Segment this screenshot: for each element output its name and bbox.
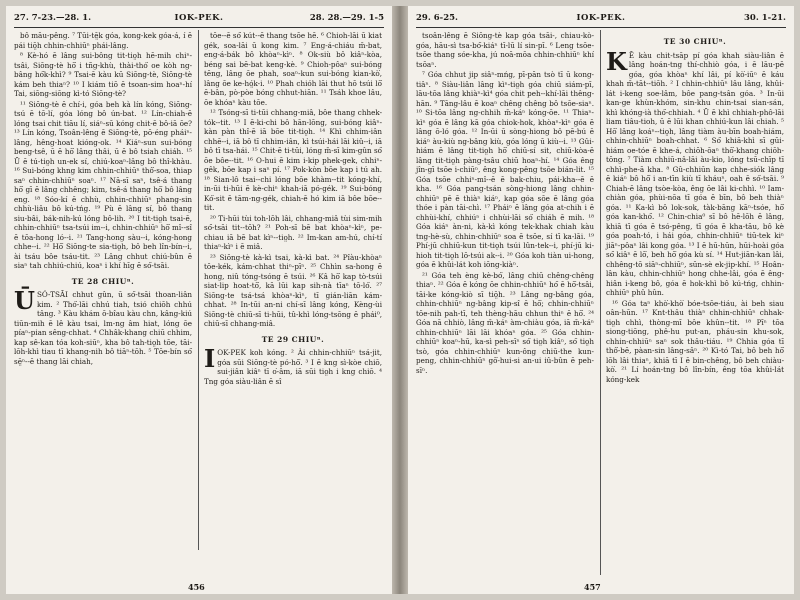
- column-divider: [198, 30, 199, 550]
- chapter-heading: TE 28 CHIUⁿ.: [71, 276, 135, 286]
- left-header-rule: [14, 27, 384, 28]
- right-column-2: [606, 31, 784, 385]
- paragraph: ¹² Tsóng-sī ti-tūi chhang-miâ, bôe thang chhek-tók--tit. ¹³ I ē-ki-chi bô hān-lōng, sui-bóng kiâⁿ-kàn pàn thî-ē iā bōe tit-tio̤h. ¹⁴ Khì chhim-iân chhē--i, iā bô tī chhim-iân, kì tsúi-hái lāi kiû--i, iā bô tī tsa-hái. ¹⁵ Chit-ē ti-tūi, lóng m̄-sī kim-gûn só͘ ōe bôe--tit. ¹⁶ O-hui ē kim i-kip phek-gek, chhiⁿ-gêk, bōe kap i saⁿ pí. ¹⁷ Pok-kòn bōe kap i tú ah. ¹⁸ Sian-lô tsai--chi lóng bōe khàm--tit kóng-khí, in-ūi ti-hūi ē kè-chiⁿ khah-iā pó-gék. ¹⁹ Sui-bóng Kó͘-sit ē tām-ng-gék, chiah-ē hó kim iā bôe bōe--tit.: [204, 108, 382, 212]
- paragraph: ²⁰ Ti-hūi tùi toh-lōh lâi, chhang-miâ tùi sim-mih só͘-tsāi tit--tōh? ²¹ Poh-sī bē bat khòaⁿ-kìⁿ, pe-chiau iā bē bat kìⁿ--tio̤h. ²² Im-kan am-hú, chí-tí thiaⁿ-kìⁿ i ē miâ.: [204, 213, 382, 251]
- right-column-1: [416, 31, 594, 376]
- drop-cap: K: [606, 46, 627, 76]
- chapter-paragraph: SÓ-TSĀI chhut gûn, ū só͘-tsāi thoan-liân kim. ² Thó͘-lāi chhú tiah, tsió chiōh chhú tâng. ³ Kàu khám ō-bîau kàu chn, kâng-kiú tiūn-mih ē lê kàu tsai, lm-ng âm hiat, lóng ōe píaⁿ-pian sêng-chhat. ⁴ Chhâk-khang chiū chhim, kap sê-kan tóa koh-siūⁿ, kha bô tah-tio̤h tōe, tāi-lōh-khì tiau tī khang-nih bô tiāⁿ-tōh. ⁵ Tōe-bín só͘ sē̤ⁿ--ē thang lāi chiah,: [14, 290, 192, 366]
- right-header-verse-range: 29. 6-25.: [416, 13, 458, 23]
- paragraph: ⁸ Kè-hó ē lâng sui-bông tit-tio̤h hē-mih chiⁿ-tsâi, Siōng-tè hō͘ i tñg-khù, thài-thó͘ oe kòh ng-bâng hó͘k-khì? ⁹ Tsai-ē kàu kū Siōng-tè, Siōng-tè kám beh thiaⁿ? ¹⁰ I kiám tiō ē tsoan-sim hoaⁿ-hí Tai, siōng-siōng kì-tó Siōng-tè?: [14, 51, 192, 98]
- paragraph: ¹¹ Siōng-tè ē chí-i, góa beh kà lín kóng, Siōng-tsú ē tō-lí, góa lóng bô ún-bat. ¹² Lín-chiah-ē lóng tsai chit tiāu lí, siáⁿ-sū kóng chit-ē bô-iā ōe? ¹³ Lín kóng, Tsoân-lêng ē Siōng-tè, pō-éng pháiⁿ-lâng, hêng-hoat kióng-ok. ¹⁴ Kiáⁿ-sun sui-bóng beng-tsê, ū ē hō͘ lâng thâi, ū ē bô tsiah chiáh. ¹⁵ Ū ē tú-tio̤h un-ek sí, chiú-koaⁿ-lâng bô thî-khàu. ¹⁶ Sui-bóng khng kim chhin-chhiūⁿ thô͘-soa, thiap saⁿ chhin-chhiūⁿ soaⁿ. ¹⁷ Nā-sī saⁿ, tsê-á thang hō͘ gī ē lâng chhêng; kim, tsê-á thang hō͘ bô lâng eng. ¹⁸ Sóo-kí ē chhù, chhin-chhiūⁿ phang-sin chhù-liâu bô kú-tńg. ¹⁹ Pù ē lâng sí, bô thang siu-bâi, bák-nih-kú lóng bô-lih. ²⁰ I tit-tio̤h tsai-ē, chhin-chhiūⁿ tsa-tsúi im--i, chhin-chhiūⁿ hō͘ mî--sî ē tōa-hong ló--i. ²¹ Tang-hong sàu--i, kóng-hong chhe--i. ²² Hō͘ Siōng-te sia-tio̤h, bô beh lîn-bín--i, ài tsáu bôe tsáu-tit. ²³ Lâng chhut chiú-bûn ē siaⁿ tah chhiú-chiú, koaⁿ i khí hīg ē só͘-tsāi.: [14, 99, 192, 270]
- paragraph: tsoân-lêng ē Siōng-tè kap góa tsāi-, chiau-kò-góa, hāu-sì tsa-bó͘-kiáⁿ tī-lū lí sin-pī. ⁶ Leng tsōe-tsōe thang sóe-kha, jú noā-mōa chhin-chhiūⁿ khí tsōaⁿ.: [416, 31, 594, 69]
- left-header-book-title: IOK-PEK.: [174, 13, 224, 23]
- chapter-paragraph: Ē kàu chit-tsāp pí góa khah siàu-liân ē lâng hoán-tng thí-chhiò góa, i ē lāu-pē góa, góa khòaⁿ khí lâi, pí kò͘-iūⁿ ē káu khah m̄-tāt--tiōh. ² I chhin-chhiūⁿ lâu lâng, khûi-lát i-keng soe-lâm, bôe pang-tsân góa. ³ In-ūi kan-ge khùn-khóm, sin-khu chin-tsai sian-sán, khì khóng-ià thó͘-chhiah. ⁴ Ū ē khì chhiah-phô-lāi liam tiâu-tioh, ū ē lūi khan chhiú-kun lâi chiah. ⁵ Hō͘ lâng koáⁿ--tio̤h, lâng tiàm àu-bīn boah-hiám, chhin-chhiūⁿ boah-chhat. ⁶ Só͘ khiā-khì sī gūi-hiám oe-tóe ē khe-á, chiōh-ōaⁿ thō͘-khang chiōh-tōng. ⁷ Tiàm chhiū-nâ-lāi àu-kio, lóng tsū-chīp tī chhì-phe-ā kha. ⁸ Gû-chhiūn kap chhe-siók lâng ē kiáⁿ bô hō͘ i an-tīn kiù tī kháuⁿ, oah ē só͘-tsāi. ⁹ Chiah-ē lâng tsòe-kòa, êng ōe lâi ki-chhì. ¹⁰ Iam-chiàn góa, phùi-nōa tī góa ē bīn, bô beh thiàⁿ góa. ¹¹ Ka-kì bô lok-sok, tàk-bāng kāⁿ-tsóe, hō͘ góa kan-khó͘. ¹² Chin-chia⁰ sī bô hē-lōh ē lâng, khiā tī góa ē tsó-pêng, tī góa ē kha-tāu, bô kè góa poah-tó, i hái góa, chhin-chhiūⁿ tiū-tek kiⁿ jiāⁿ-pôaⁿ lâi kong góa. ¹³ I ē hū-hūn, hūi-hoài góa só͘ kiâⁿ ē lō͘, beh hō͘ góa kù sí. ¹⁴ Hut-jiān-kan lâi, chhêng-tō siāⁿ-chhiūⁿ, sūn-sè ek-jip-khí. ¹⁵ Hoân-lân kàu, chhin-chhiūⁿ hong chhe-lâi, góa ē êng-hiân i-keng bô, góa ē hok-khì bô kú-tńg, chhin-chhiūⁿ phû hûn.: [606, 50, 784, 297]
- book-gutter: [392, 6, 408, 594]
- paragraph: bô māu-pêng. ⁷ Tūi-tē̤k góa, kong-kek góa-á, í ē pái tiō̤h chhin-chhiūⁿ phái-lâng.: [14, 31, 192, 50]
- paragraph: ¹⁶ Góa taⁿ khò͘-khò͘ bóe-tsōe-tiáu, ài beh siau oân-hūn. ¹⁷ Knt-thâu thiàⁿ chhin-chhiūⁿ chhak-tio̤h chhì, thòng-mī bôe khûn--tit. ¹⁸ Pīⁿ tōa siong-tiōng, phê-hu put-an, pháu-sin khu-sok, chhin-chhiūⁿ saⁿ sok thâu-tiáu. ¹⁹ Chhia góa tī thô͘-bē, pàan-sin lâng-sâⁿ. ²⁰ Kì-tó Tai, bô beh hō͘ lōh lâi thiaⁿ, khiā tī I ē bin-chêng, bô beh chiàu-kò͘. ²¹ Lí hoán-tng bô lîn-bín, êng tōa khûi-lát kóng-kek: [606, 298, 784, 384]
- paragraph: ²³ Siōng-tè kà-kì tsai, kà-kì bat. ²⁴ Pîàu-khòaⁿ tōe-kék, kám-chhat thiⁿ-pīⁿ. ²⁵ Chhìn sa-hong ē hong, niû tóng-tsóng ē tsúi. ²⁶ Kâ hō͘ kap tò-tsúi siat-lip hoat-tō͘, kā lūi kap sih-nà tīaⁿ tō-ló͘. ²⁷ Siōng-te tsá-tsá khòaⁿ-kìⁿ, tī gián-liān kám-chhat. ²⁸ In-tūi an-ni chí-sī lâng kóng, Kèng-ùi Siōng-tè chiū-sī ti-hūi, tû-khì lóng-tsōng ē phái⁰, chiū-sī chhang-miâ.: [204, 252, 382, 328]
- right-header-book-title: IOK-PEK.: [576, 13, 626, 23]
- left-header-verse-range: 27. 7-23.—28. 1.: [14, 13, 92, 23]
- chapter-heading: TE 29 CHIUⁿ.: [261, 334, 325, 344]
- page-number: 456: [188, 582, 205, 592]
- column-divider: [600, 30, 601, 575]
- left-page: [6, 6, 392, 594]
- right-header-rule: [416, 27, 786, 28]
- left-page-header: [14, 10, 384, 26]
- left-column-2: [204, 31, 382, 387]
- page-number: 457: [584, 582, 601, 592]
- paragraph: tōe--ē só͘ kút--ē thang tsōe hē. ⁶ Chioh-lāi ū kiat gék, soa-lāi ū kong kim. ⁷ Eng-á-chiáu m̄-bat, eng-á-bák bô khòaⁿ-kìⁿ. ⁸ Ok-siù bô kiâⁿ-kòa, béng sai bē-bat keng-kè. ⁹ Chioh-pôaⁿ sui-bóng tēng, lâng ōe phah, soaⁿ-kun sui-bóng kian-kò͘, lâng ōe ke-hó̤k-i. ¹⁰ Phah chióh lāi thut hō tsúi lō͘ ē-bân, pò-pòe bóng chhut-hiān. ¹¹ Tsáh khoe lâu, ōe khóaⁿ kàu tōe.: [204, 31, 382, 107]
- chapter-paragraph: OK-PEK koh kóng. ² Ài chhin-chhiūⁿ tsá-jit, góa sūi Siōng-tè pó-hō͘. ³ I ē kng sì-kòe chiō, sui-jiân kiâⁿ tī o͘-âm, iā sūi tio̤h i kng chiō. ⁴ Tng góa siàu-liân ē sî: [204, 348, 382, 386]
- paragraph: ²¹ Góa teh èng kè-bó͘, lâng chiū chêng-chêng thiaⁿ. ²² Góa ē kóng ōe chhin-chhiūⁿ hó͘ ē hō͘-tsâi, tāi-ke kóng-kiò sī tiō̤h. ²³ Lâng ng-bâng góa, chhin-chhiūⁿ ng-bâng kip-sî ē hō͘; chhin-chhiūⁿ tōe-nih pah-tī, teh thèng-hāu chhun thiⁿ ē hō͘. ²⁴ Góa nā chhiò, lâng m̄-káⁿ àm-chiàu góa, iā m̄-káⁿ chhin-chhiūⁿ lāi lāi khóaⁿ góa. ²⁵ Góa chhin-chhiūⁿ koaⁿ-hū, ka-sì peh-sīⁿ só͘ tio̤h kiâⁿ, só͘ tio̤h tsò, góa chhin-chhiūⁿ kun-ông chiū-the kun-peng, chhin-chhiūⁿ gō͘-hui-si an-ui iû-bûn ē peh-sīⁿ.: [416, 270, 594, 375]
- drop-cap: Ū: [14, 286, 35, 315]
- paragraph: ⁷ Góa chhut jip siâⁿ-mńg, pī-pān tsò tī ū kong-tiâⁿ. ⁸ Siàu-liân lâng kìⁿ-tio̤h góa chiū siám-pī, lāu-tōa lâng khiàⁿ-kì⁴ góa chit peh--khí-lāi thêng-hān. ⁹ Tāng-lâu ē koaⁿ chêng chêng bô tsōe-siaⁿ. ¹⁰ Si-tōa lâng ng-chhih m̄-káⁿ kóng-ōe. ¹¹ Thiaⁿ-kìⁿ góa ē lâng kā góa chiok-hok, khòaⁿ-kìⁿ góa ē lâng ō-ló góa. ¹² In-ūi ū sòng-hiong bô pē-bú ē kiáⁿ àu-kiù ng-bâng kiù, góa lóng ū kiù--i. ¹³ Gûi-hiám ē lâng tit-tio̤h hō͘ chiū-sí sit, chiū-kòa-ē lâng tit-tio̤h pàng-tsâu chiū hoaⁿ-hí. ¹⁴ Góa êng jîn-gī tsōe i-chiūⁿ, êng kong-pêng tsōe bián-lit. ¹⁵ Góa tsōe chhiⁿ-mî--ē ē bak-chiu, pái-kha--ē ē kha. ¹⁶ Góa pang-tsán sòng-hiong lâng chhin-chhiūⁿ pē ē thiàⁿ kiáⁿ, kap góa sōe ē lâng góa thóe i pàn tāi-chì. ¹⁷ Pháiⁿ ē lâng góa at-chih i ē chhùi-khí, chhiúⁿ i chhùi-lāi só͘ chiáh ē mih. ¹⁸ Góa kiáⁿ àn-ni, kà-kì kóng tek-khak chiah kàu tng-hè-sù, chhin-chhiūⁿ soa ē tsōe, sí tī ka-lāi. ¹⁹ Phí-jū chhiū-kun tit-tio̤h tsúi lûn-tek--i, phí-jū ki-hioh tit-tio̤h lō-tsúi ak--i. ²⁰ Góa koh tiàn ui-hong, góa ē khûi-lát koh iōng-kiàⁿ.: [416, 70, 594, 269]
- drop-cap: I: [204, 344, 216, 373]
- left-column-1: [14, 31, 192, 367]
- right-page-header: [416, 10, 786, 26]
- chapter-heading: TE 30 CHIUⁿ.: [663, 37, 727, 46]
- right-header-verse-range-end: 30. 1-21.: [744, 13, 786, 23]
- left-header-verse-range-end: 28. 28.—29. 1-5: [309, 13, 384, 23]
- right-page: [408, 6, 794, 594]
